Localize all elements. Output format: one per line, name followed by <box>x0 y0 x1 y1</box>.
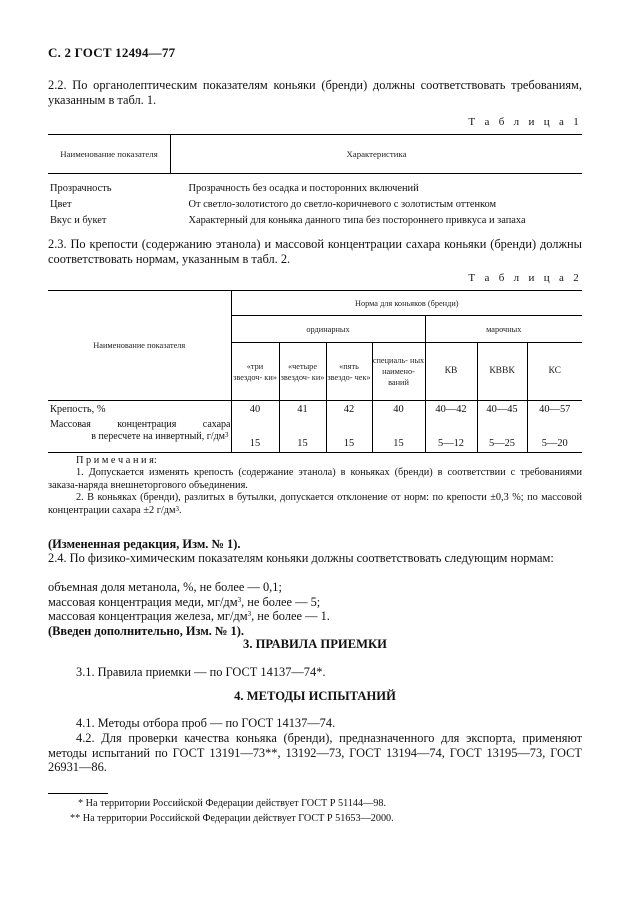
table2-sub-header: специаль- ных наимено- ваний <box>372 343 425 401</box>
table2-cell: 40—42 <box>425 401 477 419</box>
table2-sub-header: «три звездоч- ки» <box>231 343 279 401</box>
table2-cell: 40 <box>372 401 425 419</box>
table2-sub-header: «пять звездо- чек» <box>326 343 372 401</box>
table2-cell: 40—57 <box>539 404 571 416</box>
footnote-2: ** На территории Российской Федерации действует ГОСТ Р 51653—2000. <box>70 813 394 824</box>
table2-row-name <box>48 419 231 453</box>
metric-copper-label: массовая концентрация меди, мг/дм <box>48 594 238 609</box>
table1-caption: Т а б л и ц а 1 <box>468 116 582 128</box>
table1-row-value: От светло-золотистого до светло-коричневого с золотистым оттенком <box>188 198 497 210</box>
notes-title: П р и м е ч а н и я: <box>76 455 157 466</box>
metric-copper-value: , не более — 5; <box>241 594 321 609</box>
added-note-1: (Введен дополнительно, Изм. № 1). <box>48 624 244 638</box>
table-1 <box>48 134 582 228</box>
paragraph-4-1 <box>48 716 582 731</box>
footnote-1: * На территории Российской Федерации действует ГОСТ Р 51144—98. <box>78 798 387 809</box>
table1-row-name: Вкус и букет <box>50 214 107 226</box>
note-2: 2. В коньяках (бренди), разлитых в бутылки, допускается отклонение от норм: по крепости ±0,3 %; по массовой концентрации сахара ±2 г/дм <box>48 492 582 516</box>
table2-sub-header: КВ <box>425 343 477 401</box>
table-row <box>48 401 582 419</box>
table2-row-name: Крепость, % <box>48 401 231 419</box>
table2-cell: 15 <box>326 419 372 453</box>
table-row <box>48 419 582 453</box>
table2-cell: 42 <box>326 401 372 419</box>
table2-sub-header: КВВК <box>477 343 527 401</box>
table2-name-header: Наименование показателя <box>48 291 231 401</box>
paragraph-4-2 <box>48 731 582 775</box>
table1-row-name: Прозрачность <box>50 182 112 194</box>
table-row <box>48 180 582 196</box>
table2-caption: Т а б л и ц а 2 <box>468 272 582 284</box>
note-1: 1. Допускается изменять крепость (содержание этанола) в коньяках (бренди) в соответствии с требованиями заказа-наряда внешнеторгового объединения. <box>48 467 582 491</box>
paragraph-4-2-text: 4.2. Для проверки качества коньяка (бренди), предназначенного для экспорта, применяют методы испытаний по ГОСТ 13191—73**, 13192—73, ГОСТ 13194—74, ГОСТ 13195—73, ГОСТ 26931—86. <box>48 731 582 774</box>
page-header: С. 2 ГОСТ 12494—77 <box>48 45 176 60</box>
metric-copper <box>48 595 582 610</box>
paragraph-3-1 <box>48 665 582 680</box>
table1-col1-header: Наименование показателя <box>48 135 171 174</box>
paragraph-3-1-text: 3.1. Правила приемки — по ГОСТ 14137—74*. <box>76 665 326 679</box>
table2-group-vintage: марочных <box>425 316 582 343</box>
table2-cell: 5—25 <box>477 419 527 453</box>
table2-sub-header: КС <box>527 343 582 401</box>
superscript: 3 <box>175 504 180 513</box>
superscript: 3 <box>225 430 229 439</box>
edit-note-1: (Измененная редакция, Изм. № 1). <box>48 537 241 551</box>
table1-row-value: Прозрачность без осадка и посторонних включений <box>188 182 419 194</box>
table2-cell: 15 <box>279 419 326 453</box>
note-2-end: . <box>179 504 182 516</box>
table1-row-value: Характерный для коньяка данного типа без постороннего привкуса и запаха <box>188 214 526 226</box>
table2-notes <box>48 455 582 517</box>
table2-sub-header: «четыре звездоч- ки» <box>279 343 326 401</box>
table2-cell: 41 <box>279 401 326 419</box>
table2-cell: 5—20 <box>527 419 582 453</box>
section-4-title: 4. МЕТОДЫ ИСПЫТАНИЙ <box>234 689 396 703</box>
table2-cell: 15 <box>231 419 279 453</box>
paragraph-2-2: 2.2. По органолептическим показателям коньяки (бренди) должны соответствовать требованиям, указанным в табл. 1. <box>48 78 582 107</box>
section-3-title: 3. ПРАВИЛА ПРИЕМКИ <box>243 637 387 651</box>
superscript: 3 <box>247 610 252 618</box>
table2-cell: 15 <box>372 419 425 453</box>
metric-iron-value: , не более — 1. <box>251 609 330 623</box>
table2-cell: 40—45 <box>477 401 527 419</box>
footnote-divider <box>48 793 108 794</box>
table1-col2-header: Характеристика <box>171 135 583 174</box>
superscript: 3 <box>237 595 242 604</box>
table2-row-name-line1: Массовая концентрация сахара <box>50 418 231 430</box>
table-2 <box>48 290 582 453</box>
table1-row-name: Цвет <box>50 198 72 210</box>
table-row <box>48 196 582 212</box>
paragraph-4-1-text: 4.1. Методы отбора проб — по ГОСТ 14137—74. <box>76 716 336 730</box>
metric-iron-label: массовая концентрация железа, мг/дм <box>48 609 248 623</box>
table2-cell: 40 <box>231 401 279 419</box>
metrics-list <box>48 580 582 624</box>
metric-methanol: объемная доля метанола, %, не более — 0,1; <box>48 580 282 594</box>
paragraph-2-4: 2.4. По физико-химическим показателям коньяки должны соответствовать следующим нормам: <box>48 551 554 565</box>
table2-row-name-line2: в пересчете на инвертный, г/дм <box>91 430 225 442</box>
paragraph-2-3: 2.3. По крепости (содержанию этанола) и массовой концентрации сахара коньяки (бренди) должны соответствовать нормам, указанным в табл. 2. <box>48 237 582 266</box>
table2-norm-header: Норма для коньяков (бренди) <box>231 291 582 316</box>
metric-iron <box>48 609 582 624</box>
table2-group-ordinary: ординарных <box>231 316 425 343</box>
table-row <box>48 212 582 228</box>
table2-cell: 5—12 <box>425 419 477 453</box>
